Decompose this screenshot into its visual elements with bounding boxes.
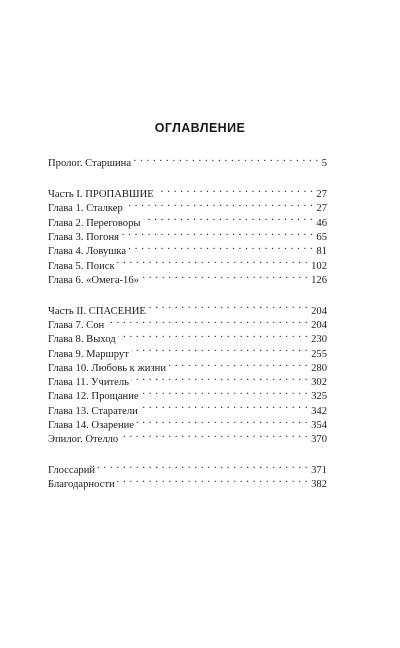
dot-leader xyxy=(97,459,308,473)
toc-section xyxy=(48,183,327,286)
toc-entry-title: Глава 2. Переговоры xyxy=(48,217,141,229)
toc-entry-title: Пролог. Старшина xyxy=(48,158,132,170)
toc-entry-title: Глава 8. Выход xyxy=(48,334,116,346)
toc-entry-page-number: 325 xyxy=(311,391,327,403)
toc-entry-title: Глава 4. Ловушка xyxy=(48,246,127,258)
toc-entry-title: Глоссарий xyxy=(48,465,96,477)
toc-entry[interactable] xyxy=(48,459,327,477)
toc-section xyxy=(48,459,327,491)
toc-entry-page-number: 102 xyxy=(311,260,327,272)
dot-leader xyxy=(117,473,308,487)
toc-entry-title: Глава 12. Прощание xyxy=(48,391,139,403)
toc-entry-title: Глава 3. Погоня xyxy=(48,231,119,243)
dot-leader xyxy=(121,226,313,240)
dot-leader xyxy=(148,299,308,313)
toc-entry-title: Глава 1. Сталкер xyxy=(48,203,123,215)
toc-entry-page-number: 342 xyxy=(311,405,327,417)
dot-leader xyxy=(128,240,313,254)
dot-leader xyxy=(156,183,314,197)
toc-entry-page-number: 65 xyxy=(316,231,327,243)
dot-leader xyxy=(141,269,308,283)
toc-section xyxy=(48,152,327,170)
toc-entry-page-number: 204 xyxy=(311,319,327,331)
dot-leader xyxy=(136,414,308,428)
dot-leader xyxy=(131,371,308,385)
toc-entry-title: Часть I. ПРОПАВШИЕ xyxy=(48,189,154,201)
toc-entry-title: Глава 9. Маршрут xyxy=(48,348,129,360)
toc-entry-title: Глава 13. Старатели xyxy=(48,405,138,417)
dot-leader xyxy=(106,314,308,328)
toc-entry-title: Глава 10. Любовь к жизни xyxy=(48,362,166,374)
toc-entry-title: Эпилог. Отелло xyxy=(48,434,119,446)
toc-entry-page-number: 46 xyxy=(316,217,327,229)
toc-entry-page-number: 230 xyxy=(311,334,327,346)
dot-leader xyxy=(133,152,319,166)
toc-entry-title: Глава 14. Озарение xyxy=(48,420,134,432)
toc-entry-page-number: 5 xyxy=(321,158,327,170)
dot-leader xyxy=(141,385,309,399)
toc-entry[interactable] xyxy=(48,183,327,201)
toc-entry-page-number: 382 xyxy=(311,479,327,491)
page-title: ОГЛАВЛЕНИЕ xyxy=(154,121,246,135)
toc-entry-page-number: 354 xyxy=(311,420,327,432)
dot-leader xyxy=(125,197,314,211)
toc-entry-page-number: 27 xyxy=(316,203,327,215)
dot-leader xyxy=(140,399,308,413)
toc-entry-page-number: 255 xyxy=(311,348,327,360)
dot-leader xyxy=(131,342,308,356)
toc-entry-page-number: 370 xyxy=(311,434,327,446)
toc-entry-page-number: 371 xyxy=(311,465,327,477)
toc-entry-page-number: 280 xyxy=(311,362,327,374)
toc-entry-title: Благодарности xyxy=(48,479,115,491)
dot-leader xyxy=(168,357,308,371)
toc-entry-title: Глава 11. Учитель xyxy=(48,377,129,389)
toc-entry-page-number: 27 xyxy=(316,189,327,201)
dot-leader xyxy=(143,211,314,225)
dot-leader xyxy=(120,428,308,442)
toc-entry-title: Глава 5. Поиск xyxy=(48,260,115,272)
dot-leader xyxy=(117,254,309,268)
table-of-contents xyxy=(48,152,327,491)
toc-entry-page-number: 204 xyxy=(311,305,327,317)
toc-entry-title: Глава 6. «Омега-16» xyxy=(48,274,139,286)
toc-entry-title: Глава 7. Сон xyxy=(48,319,105,331)
toc-entry[interactable] xyxy=(48,299,327,317)
toc-entry-page-number: 81 xyxy=(316,246,327,258)
toc-entry-page-number: 302 xyxy=(311,377,327,389)
toc-entry-page-number: 126 xyxy=(311,274,327,286)
toc-entry-title: Часть II. СПАСЕНИЕ xyxy=(48,305,146,317)
dot-leader xyxy=(118,328,309,342)
toc-entry[interactable] xyxy=(48,152,327,170)
toc-section xyxy=(48,299,327,446)
